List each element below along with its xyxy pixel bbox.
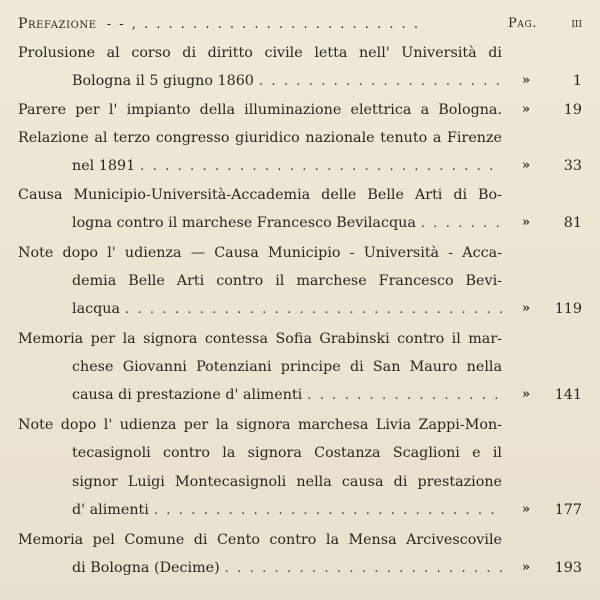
page-number: 193 [554,560,582,576]
toc-entry-line [0,353,600,381]
toc-entry-line [0,381,600,409]
toc-entry-line [0,39,600,67]
leader-dots [307,382,502,410]
ditto-mark: » [521,560,531,575]
entry-text: demia Belle Arti contro il marchese Francesco Bevi- [72,273,502,289]
ditto-mark: » [521,73,531,88]
entry-text: Note dopo l' udienza — Causa Municipio - Università - Acca- [18,245,502,261]
ditto-mark: » [521,102,531,117]
entry-text: di Bologna (Decime) [72,560,220,576]
toc-entry-line [0,96,600,124]
leader-dots [140,153,502,181]
page-number: 1 [572,73,582,89]
page-number: 119 [554,301,582,317]
prefazione-title: Prefazione [18,16,97,32]
entry-text: lacqua [72,301,120,317]
entry-text: logna contro il marchese Francesco Bevilacqua [72,215,416,231]
page-number: 33 [563,158,582,174]
toc-entry-line [0,526,600,554]
toc-entry-line [0,554,600,582]
entry-text: d' alimenti [72,502,149,518]
entry-text: Memoria pel Comune di Cento contro la Mensa Arcivescovile [18,532,502,548]
entry-text: tecasignoli contro la signora Costanza Scaglioni e il [72,445,502,461]
leader-dashes [107,11,420,39]
toc-entry-line [0,295,600,323]
toc-header-line [18,10,502,38]
ditto-mark: » [521,387,531,402]
page-number: 177 [554,502,582,518]
entry-text: causa di prestazione d' alimenti [72,387,303,403]
entry-text: Note dopo l' udienza per la signora marchesa Livia Zappi-Mon- [18,417,502,433]
toc-entry-line [0,325,600,353]
toc-entry-line [0,411,600,439]
entry-text: signor Luigi Montecasignoli nella causa di prestazione [72,474,502,490]
toc-entry-line [0,124,600,152]
ditto-mark: » [521,215,531,230]
toc-entry-line [0,496,600,524]
entry-text: nel 1891 [72,158,136,174]
pag-number: iii [571,16,582,31]
toc-entry-line [0,267,600,295]
leader-dots [154,497,502,525]
page-number: 141 [554,387,582,403]
toc-entry-line [0,209,600,237]
toc-entry-line [0,181,600,209]
ditto-mark: » [521,158,531,173]
entry-text: Parere per l' impianto della illuminazione elettrica a Bologna. [18,102,502,118]
page-number: 81 [563,215,582,231]
toc-entry-line [0,439,600,467]
entry-text: chese Giovanni Potenziani principe di San Mauro nella [72,359,502,375]
ditto-mark: » [521,301,531,316]
entry-text: Relazione al terzo congresso giuridico nazionale tenuto a Firenze [18,130,502,146]
leader-dots [421,210,502,238]
entry-text: Memoria per la signora contessa Sofia Grabinski contro il mar- [18,331,502,347]
entry-text: Causa Municipio-Università-Accademia delle Belle Arti di Bo- [18,187,502,203]
entry-text: Bologna il 5 giugno 1860 [72,73,254,89]
toc-entry-line [0,152,600,180]
leader-dots [125,296,502,324]
leader-dots [259,68,502,96]
toc-entry-line [0,67,600,95]
toc-header-row [0,10,600,38]
entry-text: Prolusione al corso di diritto civile letta nell' Università di [18,45,502,61]
toc-entry-line [0,468,600,496]
pag-label: Pag. [508,16,537,31]
page-number: 19 [563,102,582,118]
leader-dots [225,555,502,583]
toc-entry-line [0,239,600,267]
ditto-mark: » [521,502,531,517]
